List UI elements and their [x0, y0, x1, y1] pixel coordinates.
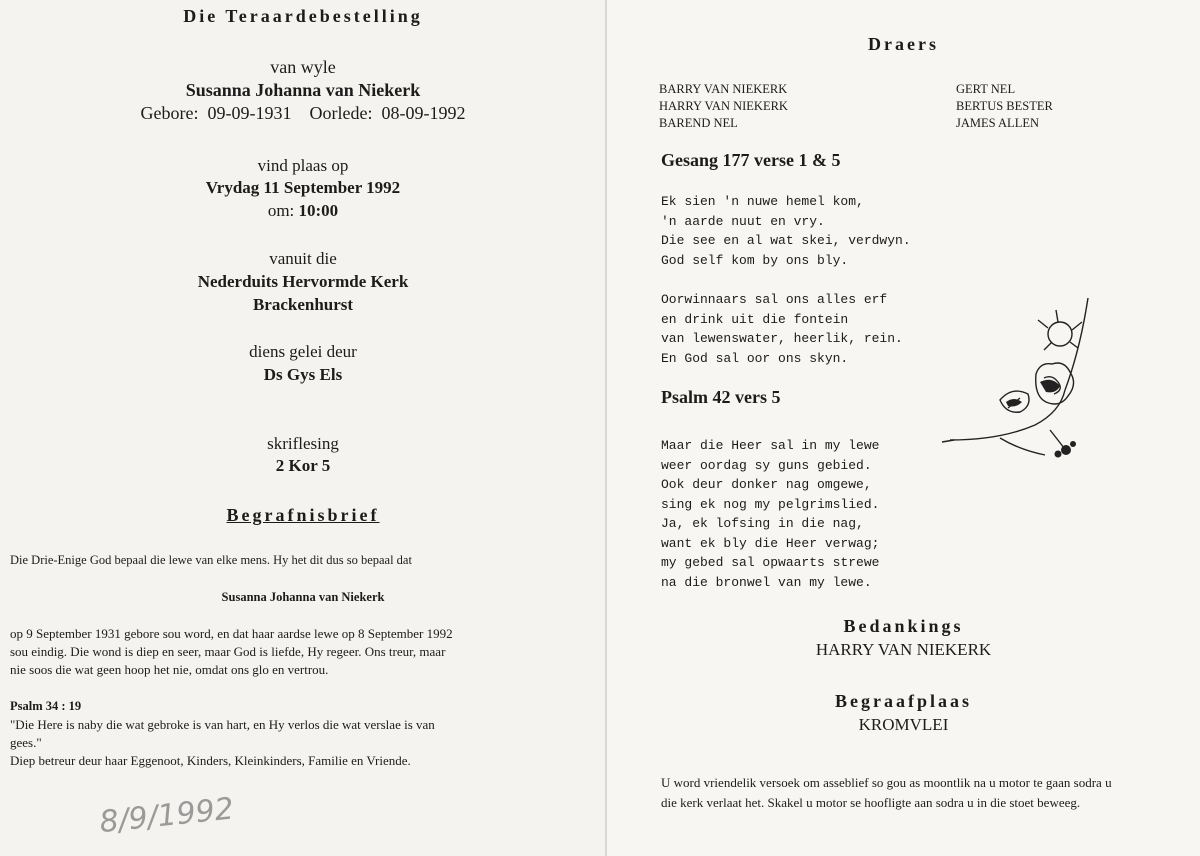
vanuit: vanuit die — [269, 249, 337, 268]
note-line-2: die kerk verlaat het. Skakel u motor se hoofligte aan sodra u in die stoet beweeg. — [661, 795, 1081, 810]
hymn-line: want ek bly die Heer verwag; — [661, 535, 880, 551]
hymn-line: Die see en al wat skei, verdwyn. — [661, 233, 911, 248]
service-time — [0, 201, 606, 221]
time-value: 10:00 — [298, 201, 339, 220]
hymn-line: en drink uit die fontein — [661, 311, 849, 327]
bearer: BARRY VAN NIEKERK — [659, 82, 788, 96]
psalm-quote-line-2: gees." — [10, 735, 42, 750]
hymn-line: En God sal oor ons skyn. — [661, 350, 849, 366]
flower-illustration — [940, 290, 1100, 480]
hymn-line: Ook deur donker nag omgewe, — [661, 477, 872, 492]
hymn-1-title: Gesang 177 verse 1 & 5 — [661, 150, 841, 170]
draers-heading: Draers — [868, 34, 939, 54]
cemetery-name: KROMVLEI — [858, 715, 949, 734]
hymn-line: Maar die Heer sal in my lewe — [661, 438, 880, 453]
mourners-line: Diep betreur deur haar Eggenoot, Kinders, Kleinkinders, Familie en Vriende. — [10, 753, 411, 768]
letter-body-line-1: op 9 September 1931 gebore sou word, en dat haar aardse lewe op 8 September 1992 — [10, 626, 453, 641]
hymn-line: Ja, ek lofsing in die nag, — [661, 516, 864, 531]
diens-gelei: diens gelei deur — [249, 342, 357, 361]
time-label: om: — [267, 201, 295, 220]
hymn-line: van lewenswater, heerlik, rein. — [661, 331, 903, 346]
hymn-line: Oorwinnaars sal ons alles erf — [661, 292, 888, 307]
hymn-line: na die bronwel van my lewe. — [661, 574, 872, 590]
bearer: BAREND NEL — [659, 116, 738, 130]
church-name: Nederduits Hervormde Kerk — [197, 272, 409, 291]
psalm-reference: Psalm 34 : 19 — [10, 699, 82, 713]
bearer: BERTUS BESTER — [956, 99, 1053, 113]
minister-name: Ds Gys Els — [263, 365, 343, 384]
hymn-line: sing ek nog my pelgrimslied. — [661, 496, 880, 512]
motorcade-note — [661, 773, 1200, 813]
hymn-line: God self kom by ons bly. — [661, 252, 849, 268]
hymn-line: my gebed sal opwaarts strewe — [661, 555, 880, 570]
letter-intro: Die Drie-Enige God bepaal die lewe van elke mens. Hy het dit dus so bepaal dat — [10, 553, 412, 567]
letter-name: Susanna Johanna van Niekerk — [221, 590, 385, 604]
thanks-name: HARRY VAN NIEKERK — [815, 640, 992, 659]
bearers-column-2 — [956, 81, 1053, 132]
vind-plaas: vind plaas op — [257, 156, 349, 175]
hymn-1-stanza-1 — [661, 192, 911, 270]
birth-death-dates: Gebore: 09-09-1931 Oorlede: 08-09-1992 — [140, 103, 466, 123]
psalm-quote-line-1: "Die Here is naby die wat gebroke is van hart, en Hy verlos die wat verslae is van — [10, 717, 435, 732]
church-place: Brackenhurst — [252, 295, 354, 314]
bearer: HARRY VAN NIEKERK — [659, 99, 788, 113]
hymn-line: 'n aarde nuut en vry. — [661, 213, 825, 229]
hymn-2-lines — [661, 436, 879, 592]
letter-body-line-2: sou eindig. Die wond is diep en seer, maar God is liefde, Hy regeer. Ons treur, maar — [10, 644, 446, 659]
cemetery-heading: Begraafplaas — [835, 691, 972, 711]
bearers-column-1 — [659, 81, 788, 132]
hymn-line: weer oordag sy guns gebied. — [661, 457, 872, 473]
van-wyle: van wyle — [270, 57, 336, 77]
letter-heading: Begrafnisbrief — [226, 505, 380, 525]
program-title: Die Teraardebestelling — [183, 6, 423, 26]
thanks-heading: Bedankings — [843, 616, 964, 636]
bearer: GERT NEL — [956, 82, 1016, 96]
hymn-line: Ek sien 'n nuwe hemel kom, — [661, 194, 864, 209]
service-date: Vrydag 11 September 1992 — [205, 178, 401, 197]
hymn-2-title: Psalm 42 vers 5 — [661, 387, 781, 407]
deceased-name: Susanna Johanna van Niekerk — [185, 80, 421, 100]
skriflesing: skriflesing — [267, 434, 339, 453]
note-line-1: U word vriendelik versoek om asseblief so gou as moontlik na u motor te gaan sodra u — [661, 775, 1112, 790]
hymn-1-stanza-2 — [661, 290, 903, 368]
letter-body-line-3: nie soos die wat geen hoop het nie, omdat ons glo en vertrou. — [10, 662, 329, 677]
bearer: JAMES ALLEN — [956, 116, 1039, 130]
scripture-ref: 2 Kor 5 — [275, 456, 331, 475]
handwritten-date: 8/9/1992 — [97, 791, 236, 841]
